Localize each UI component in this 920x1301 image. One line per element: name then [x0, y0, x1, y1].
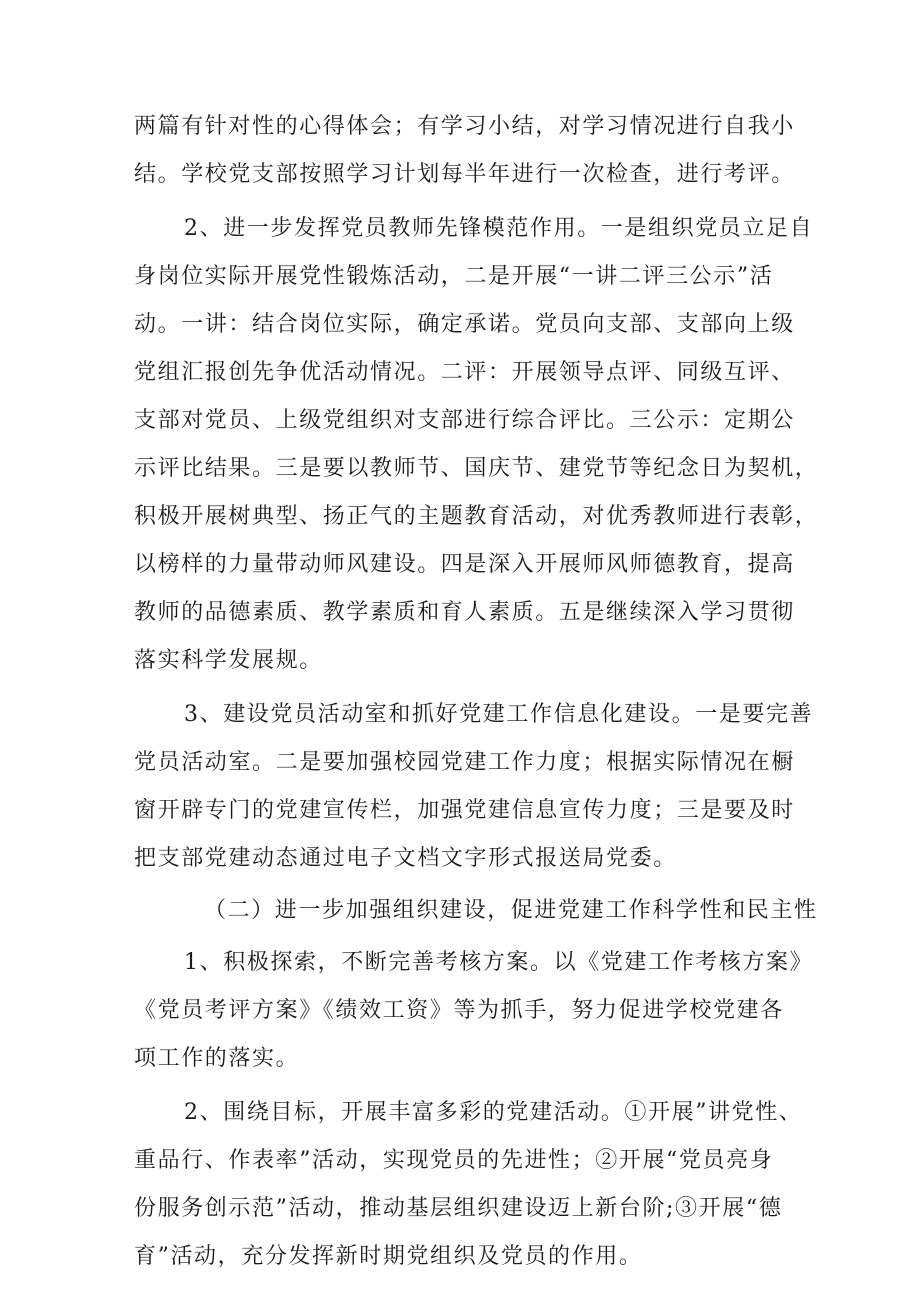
section-heading: （二）进一步加强组织建设，促进党建工作科学性和民主性	[204, 898, 818, 923]
text-line: 份服务创示范”活动，推动基层组织建设迈上新台阶;③开展“德	[134, 1196, 783, 1221]
text-line: 动。一讲：结合岗位实际，确定承诺。党员向支部、支部向上级	[134, 312, 795, 337]
text-line: 项工作的落实。	[134, 1046, 300, 1071]
paragraph-2-start: 2、进一步发挥党员教师先锋模范作用。一是组织党员立足自	[184, 216, 814, 241]
text-line: 落实科学发展规。	[134, 648, 323, 673]
text-line: 以榜样的力量带动师风建设。四是深入开展师风师德教育，提高	[134, 552, 795, 577]
text-line: 两篇有针对性的心得体会；有学习小结，对学习情况进行自我小	[134, 114, 795, 139]
text-line: 身岗位实际开展党性锻炼活动，二是开展“一讲二评三公示”活	[134, 264, 774, 289]
text-line: 党组汇报创先争优活动情况。二评：开展领导点评、同级互评、	[134, 360, 795, 385]
text-line: 《党员考评方案》《绩效工资》等为抓手，努力促进学校党建各	[134, 998, 784, 1023]
text-line: 教师的品德素质、教学素质和育人素质。五是继续深入学习贯彻	[134, 600, 795, 625]
text-line: 窗开辟专门的党建宣传栏，加强党建信息宣传力度；三是要及时	[134, 798, 795, 823]
text-line: 育”活动，充分发挥新时期党组织及党员的作用。	[134, 1244, 643, 1269]
text-line: 支部对党员、上级党组织对支部进行综合评比。三公示：定期公	[134, 408, 795, 433]
text-line: 积极开展树典型、扬正气的主题教育活动，对优秀教师进行表彰，	[134, 504, 819, 529]
paragraph-4-start: 1、积极探索，不断完善考核方案。以《党建工作考核方案》	[184, 950, 814, 975]
text-line: 重品行、作表率”活动，实现党员的先进性；②开展“党员亮身	[134, 1148, 774, 1173]
text-line: 示评比结果。三是要以教师节、国庆节、建党节等纪念日为契机，	[134, 456, 819, 481]
text-line: 结。学校党支部按照学习计划每半年进行一次检查，进行考评。	[134, 162, 795, 187]
paragraph-5-start: 2、围绕目标，开展丰富多彩的党建活动。①开展”讲党性、	[184, 1100, 803, 1125]
text-line: 党员活动室。二是要加强校园党建工作力度；根据实际情况在橱	[134, 750, 795, 775]
paragraph-3-start: 3、建设党员活动室和抓好党建工作信息化建设。一是要完善	[184, 702, 814, 727]
text-line: 把支部党建动态通过电子文档文字形式报送局党委。	[134, 846, 677, 871]
